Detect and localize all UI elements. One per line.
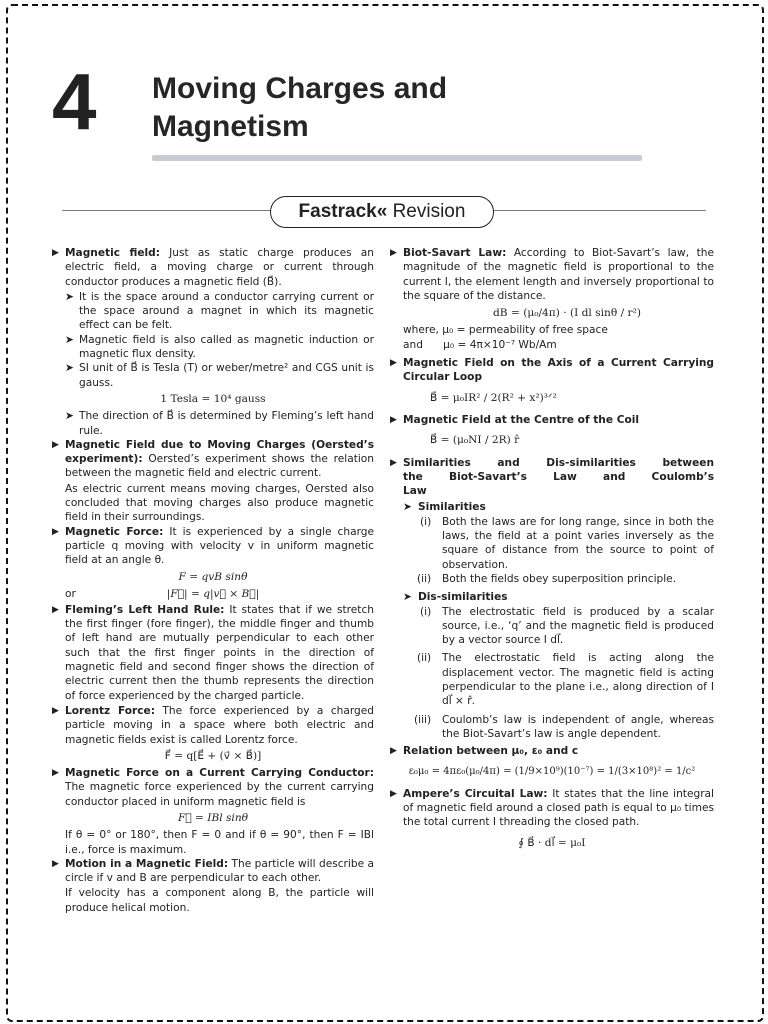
dissimilarity-i — [390, 605, 714, 648]
chapter-title-line-1: Moving Charges and — [152, 72, 448, 105]
subheading-text: Similarities — [418, 501, 486, 514]
force-equation-2: |F⃗| = q|v⃗ × B⃗| — [166, 587, 260, 600]
bullet-icon: ▶ — [52, 768, 59, 779]
bullet-icon: ▶ — [52, 439, 59, 450]
bullet-icon: ▶ — [390, 358, 397, 369]
ampere-equation: ∮ B⃗ · dl⃗ = μ₀I — [518, 836, 586, 849]
relation-equation: ε₀μ₀ = 4πε₀(μ₀/4π) = (1/9×10⁹)(10⁻⁷) = 1/(3×10⁸)² = 1/c² — [408, 765, 696, 777]
similarity-ii — [390, 572, 714, 586]
magnetic-field-sub-3 — [65, 361, 374, 390]
centre-field-item — [390, 413, 714, 427]
motion-text-2: If velocity has a component along B, the particle will produce helical motion. — [65, 887, 374, 914]
chevron-icon: ➤ — [65, 410, 74, 423]
item-heading: Biot-Savart Law: — [403, 247, 507, 259]
conductor-force-text: If θ = 0° or 180°, then F = 0 and if θ = 90°, then F = IBl i.e., force is maximum. — [65, 829, 374, 856]
relation-item — [390, 744, 714, 758]
bullet-icon: ▶ — [52, 248, 59, 258]
chevron-icon: ➤ — [65, 362, 74, 375]
bullet-icon: ▶ — [390, 788, 397, 799]
sub-text: It is the space around a conductor carrying current or the space around a magnet in which its magnetic effect can be felt. — [79, 290, 374, 332]
dissimilarities-subheading — [390, 590, 714, 604]
list-text: Coulomb’s law is independent of angle, whereas the Biot-Savart’s law is angle dependent. — [442, 713, 714, 740]
item-text: The force experienced by a charged particle moving in a space where both electric and magnetic fields exist is called Lorentz force. — [65, 704, 374, 746]
magnetic-field-sub-2 — [65, 333, 374, 362]
item-heading: Fleming’s Left Hand Rule: — [65, 603, 225, 616]
force-on-conductor-item — [52, 766, 374, 809]
sub-text: The direction of B⃗ is determined by Fleming’s left hand rule. — [79, 410, 374, 437]
item-heading: Motion in a Magnetic Field: — [65, 857, 229, 870]
item-text: It states that the line integral of magnetic field around a closed path is equal to μ₀ times the total current I threading the closed path. — [403, 787, 714, 829]
bullet-icon: ▶ — [390, 248, 397, 258]
similarities-subheading — [390, 500, 714, 514]
item-heading: Similarities and Dis-similarities between the Biot-Savart’s Law and Coulomb’s Law — [403, 456, 714, 498]
list-label: (ii) — [417, 652, 432, 665]
sub-text: SI unit of B⃗ is Tesla (T) or weber/metre² and CGS unit is gauss. — [79, 362, 374, 389]
list-label: (iii) — [414, 713, 432, 726]
fastrack-revision-badge — [270, 196, 494, 228]
subheading-text: Dis-similarities — [418, 591, 508, 604]
oersted-text-2: As electric current means moving charges, Oersted also concluded that moving charges also produce magnetic field in their surroundings. — [65, 482, 374, 524]
item-heading: Ampere’s Circuital Law: — [403, 787, 548, 800]
similarity-i — [390, 515, 714, 572]
ampere-law-item — [390, 787, 714, 830]
item-heading: Magnetic Field due to Moving Charges (Oersted’s experiment): — [65, 438, 374, 466]
axis-field-equation: B⃗ = μ₀IR² / 2(R² + x²)³ᐟ² — [430, 391, 557, 404]
conductor-force-equation: F⃗ = IBl sinθ — [177, 811, 249, 824]
item-heading: Magnetic Field at the Centre of the Coil — [403, 413, 640, 426]
item-text: It states that if we stretch the first finger (fore finger), the middle finger and thumb of left hand are mutually perpendicular to each other such that the first finger points in the direction of magnetic field and second finger shows the direction of electric current then the thumb represents the direction of force experienced by the charged particle. — [65, 603, 374, 702]
item-text: According to Biot-Savart’s law, the magnitude of the magnetic field is proportional to the current I, the element length and inversely proportional to the square of the distance. — [403, 247, 714, 302]
sub-text: Magnetic field is also called as magnetic induction or magnetic flux density. — [79, 333, 374, 361]
item-heading: Relation between μ₀, ε₀ and c — [403, 745, 579, 758]
item-text: It is experienced by a single charge particle q moving with velocity v in uniform magnetic field at an angle θ. — [65, 525, 374, 567]
lorentz-force-item — [52, 704, 374, 747]
item-heading: Magnetic Force on a Current Carrying Conductor: — [65, 767, 374, 780]
list-text: The electrostatic field is produced by a scalar source, i.e., ‘q’ and the magnetic field is produced by a vector source I dl⃗. — [442, 605, 714, 647]
chevron-icon: ➤ — [65, 290, 74, 303]
bullet-icon: ▶ — [52, 526, 59, 537]
item-text: The magnetic force experienced by the current carrying conductor placed in uniform magnetic field is — [65, 781, 374, 808]
list-label: (i) — [420, 605, 432, 618]
chapter-number: 4 — [52, 57, 97, 146]
chapter-title-line-2: Magnetism — [152, 110, 309, 143]
list-label: (i) — [420, 515, 432, 528]
title-underline — [152, 155, 642, 161]
list-text: Both the fields obey superposition principle. — [442, 572, 677, 585]
item-heading: Magnetic Force: — [65, 525, 164, 538]
magnetic-field-item — [52, 246, 374, 289]
item-heading: Lorentz Force: — [65, 704, 155, 717]
badge-mark: « — [376, 201, 388, 222]
motion-item — [52, 857, 374, 886]
chevron-icon: ➤ — [403, 501, 412, 514]
chapter-title — [152, 70, 492, 146]
dissimilarity-iii — [390, 713, 714, 742]
item-heading: Magnetic Field on the Axis of a Current Carrying Circular Loop — [403, 357, 714, 384]
centre-field-equation: B⃗ = (μ₀NI / 2R) r̂ — [430, 434, 520, 447]
oersted-item — [52, 438, 374, 481]
flemings-rule-item — [52, 603, 374, 703]
list-label: (ii) — [417, 572, 432, 585]
item-heading: Magnetic field: — [65, 247, 160, 259]
force-equation-2-row — [52, 587, 374, 603]
magnetic-field-sub-1 — [65, 290, 374, 333]
list-text: Both the laws are for long range, since in both the laws, the field at a point varies inversely as the square of distance from the source to point of observation. — [442, 515, 714, 571]
bullet-icon: ▶ — [52, 705, 59, 716]
bullet-icon: ▶ — [52, 858, 59, 869]
chevron-icon: ➤ — [403, 591, 412, 604]
lorentz-equation: F⃗ = q[E⃗ + (v⃗ × B⃗)] — [164, 749, 262, 762]
force-equation-1: F = qvB sinθ — [178, 570, 248, 583]
item-text: The particle will describe a circle if v and B are perpendicular to each other. — [65, 857, 375, 885]
bullet-icon: ▶ — [390, 414, 397, 425]
axis-field-item — [390, 356, 714, 385]
bullet-icon: ▶ — [390, 457, 397, 468]
bullet-icon: ▶ — [390, 746, 397, 757]
biot-savart-equation: dB = (μ₀/4π) · (I dl sinθ / r²) — [493, 307, 641, 320]
magnetic-field-sub-4 — [65, 409, 374, 438]
dissimilarity-ii — [390, 651, 714, 708]
right-column — [390, 246, 714, 853]
biot-savart-where: where, μ₀ = permeability of free space — [403, 324, 608, 337]
badge-label: Revision — [387, 201, 466, 222]
similarities-item — [390, 456, 714, 499]
item-text: Oersted’s experiment shows the relation between the magnetic field and electric current. — [65, 453, 374, 480]
list-text: The electrostatic field is acting along the displacement vector. The magnetic field is acting perpendicular to the plane i.e., along direction of I dl⃗ × r̂. — [442, 652, 714, 708]
magnetic-force-item — [52, 525, 374, 568]
left-column — [52, 246, 374, 915]
badge-brand: Fastrack — [298, 201, 377, 222]
or-label: or — [65, 587, 76, 600]
biot-savart-item — [390, 246, 714, 303]
tesla-equation: 1 Tesla = 10⁴ gauss — [160, 392, 266, 405]
chevron-icon: ➤ — [65, 333, 74, 346]
biot-savart-mu0: and μ₀ = 4π×10⁻⁷ Wb/Am — [403, 338, 557, 351]
item-text: Just as static charge produces an electric field, a moving charge or current through conductor produces a magnetic field (B⃗). — [65, 247, 375, 288]
bullet-icon: ▶ — [52, 604, 59, 615]
